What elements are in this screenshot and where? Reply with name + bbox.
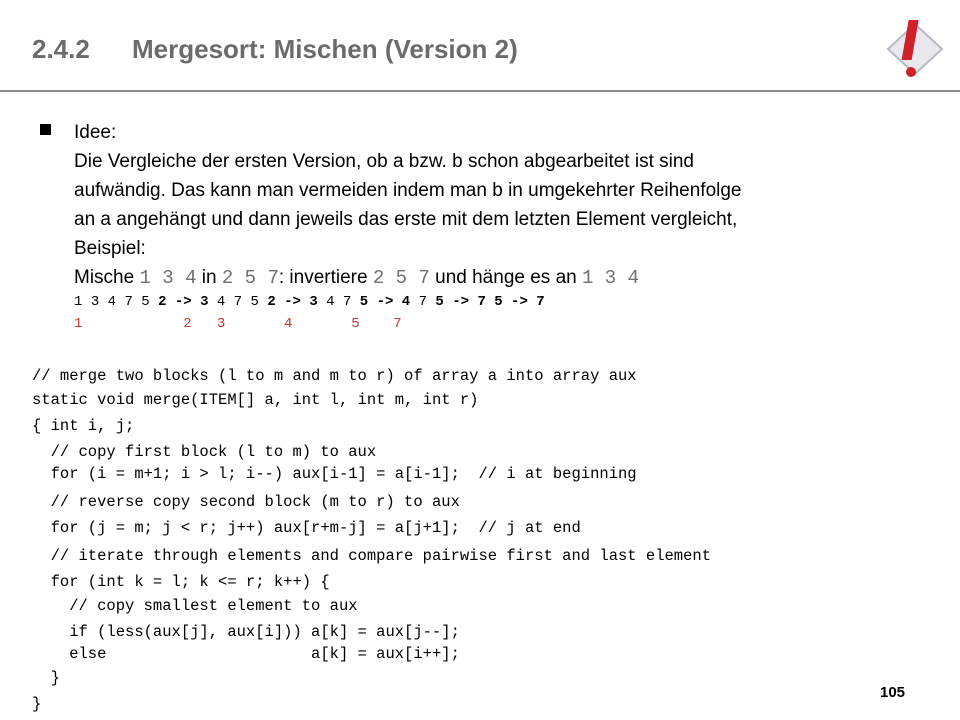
code-line: { int i, j; (32, 417, 135, 435)
sequence-arrow: -> (166, 294, 201, 310)
idea-line: an a angehängt und dann jeweils das erste mit dem letzten Element vergleicht, (74, 209, 738, 230)
sequence-token: 7 (233, 294, 243, 310)
sequence-arrow: -> (275, 294, 310, 310)
sequence-token: 7 (124, 294, 133, 310)
idea-line: aufwändig. Das kann man vermeiden indem man b in umgekehrter Reihenfolge (74, 180, 742, 201)
code-line: for (int k = l; k <= r; k++) { (32, 573, 330, 591)
array-b: 2 5 7 (221, 267, 279, 289)
mix-text: und hänge es an (429, 267, 582, 288)
exclamation-diamond-icon (882, 18, 948, 80)
sequence-token: 5 (435, 294, 444, 310)
mix-text: Mische (74, 267, 140, 288)
sequence-token: 5 (494, 294, 503, 310)
mix-text: in (196, 267, 222, 288)
sequence-token: 3 (90, 294, 100, 310)
sequence-token: 5 (359, 294, 369, 310)
code-line: if (less(aux[j], aux[i])) a[k] = aux[j--]; (32, 623, 460, 641)
sequence-token: 7 (418, 294, 428, 310)
sequence-arrow: -> (368, 294, 402, 310)
sequence-token: 3 (200, 294, 209, 310)
code-line: else a[k] = aux[i++]; (32, 645, 460, 663)
merge-sequence (74, 293, 545, 311)
idea-paragraph (74, 118, 934, 293)
sequence-token: 3 (309, 294, 318, 310)
code-line: for (j = m; j < r; j++) aux[r+m-j] = a[j+1]; // j at end (32, 519, 581, 537)
sequence-token: 4 (326, 294, 335, 310)
sequence-token: 5 (250, 294, 259, 310)
code-line: for (i = m+1; i > l; i--) aux[i-1] = a[i-1]; // i at beginning (32, 465, 637, 483)
bullet-marker (40, 124, 51, 135)
sequence-token: 4 (107, 294, 117, 310)
idea-line: Die Vergleiche der ersten Version, ob a bzw. b schon abgearbeitet ist sind (74, 151, 694, 172)
sequence-token: 1 (74, 294, 83, 310)
merge-output-indices: 1 2 3 4 5 7 (74, 316, 402, 332)
sequence-arrow: -> (502, 294, 537, 310)
sequence-token: 4 (401, 294, 411, 310)
sequence-token: 7 (477, 294, 486, 310)
sequence-token: 2 (158, 294, 167, 310)
array-b-inverted: 2 5 7 (372, 267, 430, 289)
code-comment: // copy smallest element to aux (32, 597, 358, 615)
code-signature: static void merge(ITEM[] a, int l, int m, int r) (32, 391, 479, 409)
sequence-token: 7 (536, 294, 545, 310)
sequence-token: 4 (216, 294, 226, 310)
sequence-token: 2 (267, 294, 276, 310)
slide-title: Mergesort: Mischen (Version 2) (132, 34, 518, 64)
code-comment: // reverse copy second block (m to r) to aux (32, 493, 460, 511)
code-line: } (32, 695, 42, 713)
array-a: 1 3 4 (139, 267, 197, 289)
array-a-target: 1 3 4 (582, 267, 640, 289)
title-divider (0, 90, 960, 92)
code-comment: // copy first block (l to m) to aux (32, 443, 377, 461)
code-line: } (32, 669, 60, 687)
mix-text: : invertiere (278, 267, 373, 288)
idea-line: Beispiel: (74, 238, 146, 259)
mix-line (74, 263, 934, 293)
slide-title-number: 2.4.2 (32, 34, 90, 64)
code-comment: // merge two blocks (l to m and m to r) of array a into array aux (32, 367, 637, 385)
sequence-arrow: -> (443, 294, 478, 310)
code-comment: // iterate through elements and compare pairwise first and last element (32, 547, 712, 565)
sequence-token: 5 (141, 294, 150, 310)
page-number: 105 (880, 684, 906, 701)
sequence-token: 7 (342, 294, 352, 310)
idea-line: Idee: (74, 122, 117, 143)
